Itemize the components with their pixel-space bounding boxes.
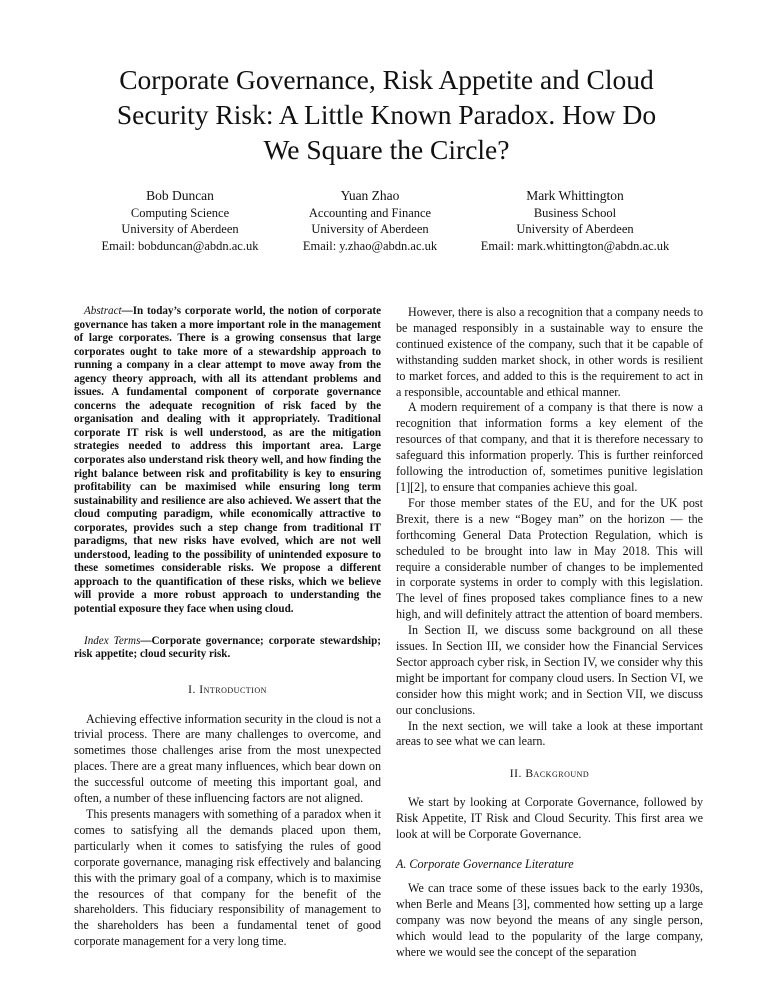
body-paragraph: This presents managers with something of a paradox when it comes to satisfying all the demands placed upon them, particularly when it comes to satisfying the rules of good corporate governance, managing risk effectively and balancing this with the primary goal of a company, which is to maximise the resources of that company for the benefit of the shareholders. This fiduciary responsibility of management to the shareholders has been a fundamental tenet of good corporate management for a very long time. [74, 807, 381, 949]
body-paragraph: However, there is also a recognition that a company needs to be managed responsibly in a sustainable way to ensure the continued existence of the company, such that it be capable of withstanding sudden market shock, in other words is resilient to market forces, and added to this is the requirement to act in a responsible, accountable and ethical manner. [396, 305, 703, 399]
section-heading-background [396, 766, 703, 782]
paper-title [40, 62, 733, 167]
author-affiliation: University of Aberdeen [311, 222, 429, 237]
author-email: Email: y.zhao@abdn.ac.uk [302, 238, 438, 253]
section-title: Background [525, 767, 590, 781]
author-email: Email: bobduncan@abdn.ac.uk [101, 238, 259, 253]
author-card [80, 188, 280, 254]
section-numeral: I. [188, 682, 196, 696]
subsection-heading: A. Corporate Governance Literature [396, 857, 574, 871]
index-terms-text: —Corporate governance; corporate stewardship; risk appetite; cloud security risk. [74, 634, 381, 661]
author-affiliation: University of Aberdeen [121, 222, 239, 237]
author-department: Computing Science [130, 206, 230, 221]
left-column [74, 305, 381, 950]
author-name: Bob Duncan [146, 188, 214, 203]
author-email: Email: mark.whittington@abdn.ac.uk [480, 238, 670, 253]
section-title: Introduction [199, 682, 267, 696]
section-heading-introduction [74, 682, 381, 698]
title-line: Security Risk: A Little Known Paradox. How Do [116, 99, 657, 130]
body-paragraph: We can trace some of these issues back to the early 1930s, when Berle and Means [3], commented how setting up a large company was now beyond the means of any single person, which would lead to the popularity of the large company, where we would see the concept of the separation [396, 880, 703, 959]
body-paragraph: Achieving effective information security in the cloud is not a trivial process. There are many challenges to overcome, and sometimes those challenges arise from the most unexpected places. There are a great many influences, which bear down on the successful outcome of meeting this important goal, and often, a number of these influencing factors are not aligned. [74, 711, 381, 806]
body-paragraph: We start by looking at Corporate Governance, followed by Risk Appetite, IT Risk and Cloud Security. This first area we look at will be Corporate Governance. [396, 795, 703, 842]
body-paragraph: In the next section, we will take a look at these important areas to see what we can learn. [396, 718, 703, 749]
index-terms [74, 635, 381, 662]
body-paragraph: In Section II, we discuss some background on all these issues. In Section III, we consider how the Financial Services Sector approach cyber risk, in Section IV, we consider why this might be important for company cloud users. In Section VI, we consider how this might work; and in Section VII, we discuss our conclusions. [396, 623, 703, 717]
section-numeral: II. [509, 767, 522, 781]
author-block [80, 188, 720, 258]
body-paragraph: For those member states of the EU, and for the UK post Brexit, there is a new “Bogey man” on the horizon — the forthcoming General Data Protection Regulation, which is scheduled to be brought into law in May 2018. This will require a considerable number of changes to be implemented in corporate systems in order to comply with this legislation. The level of fines proposed takes compliance fines to a new high, and will definitely attract the attention of board members. [396, 495, 703, 622]
author-department: Accounting and Finance [308, 206, 432, 221]
index-terms-label: Index Terms [84, 634, 141, 647]
abstract-label: Abstract [84, 305, 122, 317]
abstract [74, 305, 381, 617]
author-card [290, 188, 450, 254]
author-affiliation: University of Aberdeen [516, 222, 634, 237]
author-department: Business School [533, 206, 617, 221]
title-line: Corporate Governance, Risk Appetite and Cloud [119, 64, 654, 95]
body-paragraph: A modern requirement of a company is that there is now a recognition that information forms a key element of the resources of that company, and that it is therefore necessary to safeguard this information properly. This is further reinforced following the introduction of, sometimes punitive legislation [1][2], to ensure that companies achieve this goal. [396, 400, 703, 494]
right-column [396, 305, 703, 960]
author-card [470, 188, 680, 254]
author-name: Mark Whittington [526, 188, 624, 203]
title-line: We Square the Circle? [263, 134, 510, 165]
author-name: Yuan Zhao [340, 188, 400, 203]
abstract-text: —In today’s corporate world, the notion of corporate governance has taken a more important role in the management of large corporates. There is a growing consensus that large corporates ought to take more of a stewardship approach to running a company in a clear attempt to move away from the agency theory approach, with all its attendant problems and issues. A fundamental component of corporate governance concerns the adequate recognition of risk faced by the organisation and dealing with it appropriately. Traditional corporate IT risk is well understood, as are the mitigation strategies needed to address this important area. Large corporates also understand risk theory well, and how finding the right balance between risk and profitability is key to ensuring profitability can be maximised while ensuring long term sustainability and resilience are also achieved. We assert that the cloud computing paradigm, while economically attractive to corporates, provides such a step change from traditional IT paradigms, that new risks have evolved, which are not well understood, leading to the possibility of unintended exposure to these sometimes considerable risks. We propose a different approach to the quantification of these risks, which we believe will provide a more robust approach to understanding the potential exposure they face when using cloud. [74, 305, 381, 616]
